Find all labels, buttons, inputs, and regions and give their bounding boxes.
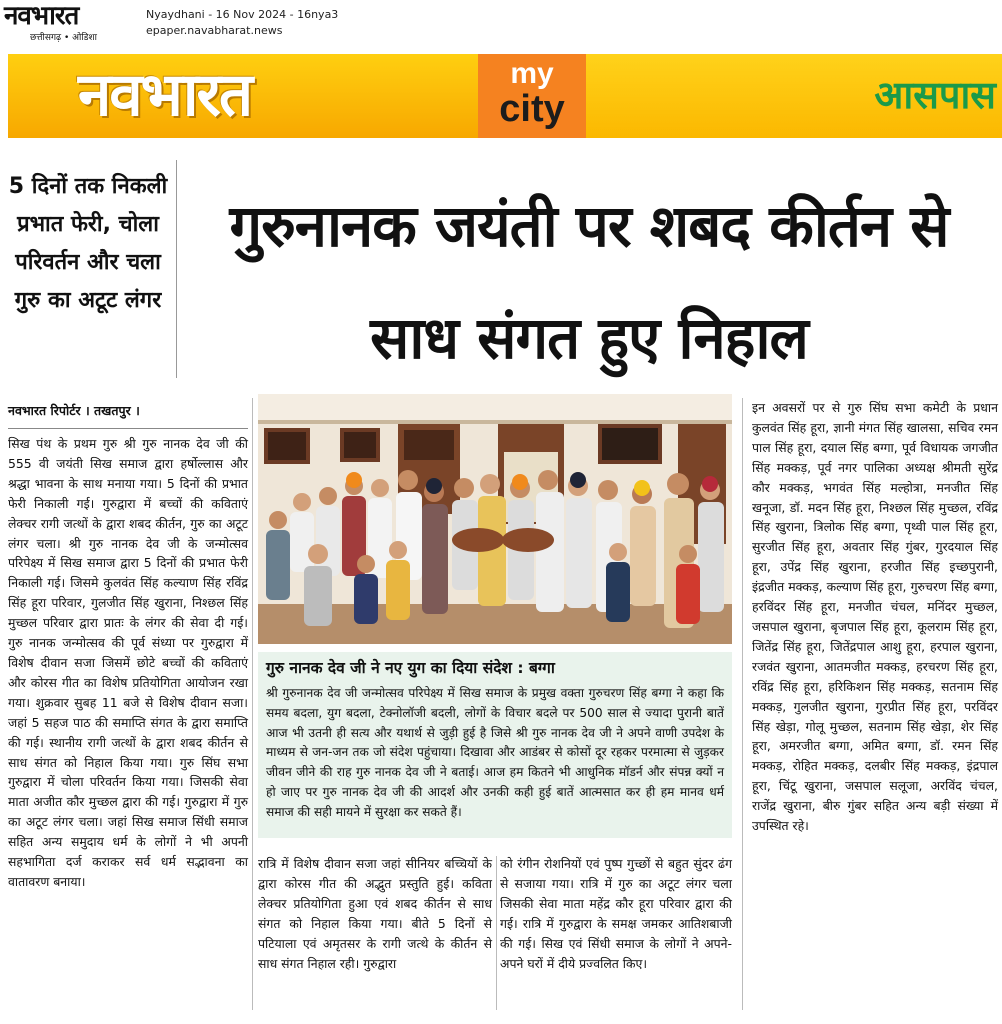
quote-box <box>258 652 732 838</box>
article-column-2: रात्रि में विशेष दीवान सजा जहां सीनियर बच्चियों के द्वारा कोरस गीत की अद्भुत प्रस्तुति हुई। कविता लेक्चर प्रतियोगिता हुआ एवं शबद कीर्तन से साध संगत को निहाल किया गया। बीते 5 दिनों से पटियाला एवं अमृतसर के रागी जत्थे के कीर्तन से साध संगत निहाल रही। गुरुद्वारा <box>258 856 492 971</box>
section-banner <box>8 54 1002 138</box>
article-column-1: सिख पंथ के प्रथम गुरु श्री गुरु नानक देव जी की 555 वी जयंती सिख समाज द्वारा हर्षोल्लास और श्रद्धा भावना के साथ मनाया गया। 5 दिनों की प्रभात फेरी निकाली गई। गुरुद्वारा में बच्चों की कविताएं लेक्चर रागी जत्थों के द्वारा शबद कीर्तन, गुरु का अटूट लंगर चला। श्री गुरु नानक देव जी के जन्मोत्सव परिपेक्ष्य में सिख समाज द्वारा 5 दिनों की प्रभात फेरी निकाली गई। जिसमे कुलवंत सिंह कल्याण सिंह रविंद्र सिंह हूरा परिवार, गुलजीत सिंह खुराना, निश्छल सिंह मुच्छल परिवार द्वारा प्रातः के लंगर की सेवा दी गई। गुरु नानक जन्मोत्सव की पूर्व संध्या पर गुरुद्वारा में विशेष दीवान सजा जिसमें छोटे बच्चों की कविताएं और कोरस गीत का विशेष प्रतियोगिता आयोजन रखा गया। शुक्रवार सुबह 11 बजे से विशेष दीवान सजा। जहां 5 सहज पाठ की समाप्ति संगत के द्वारा समाप्ति की गई। स्थानीय रागी जत्थों के द्वारा शबद कीर्तन से साध संगत को निहाल किया गया। गुरु सिंघ सभा गुरुद्वारा में चोला परिवर्तन किया गया। जिसकी सेवा माता अजीत कौर मुच्छल द्वारा की गई। गुरुद्वारा में गुरु का अटूट लंगर चला। जहां सिख समाज सिंधी समाज सहित अन्य समुदाय धर्म के लोगों ने भी अपनी सहभागिता दर्ज कराकर सर्व धर्म सद्भावना का वातावरण बनाया। <box>8 436 248 889</box>
logo-subtitle: छत्तीसगढ़ • ओडिशा <box>30 33 97 43</box>
epaper-url[interactable]: epaper.navabharat.news <box>146 24 283 37</box>
side-headline: 5 दिनों तक निकली प्रभात फेरी, चोला परिवर्तन और चला गुरु का अटूट लंगर <box>8 174 168 313</box>
divider <box>8 428 248 429</box>
mycity-city: city <box>499 88 565 130</box>
banner-brand: नवभारत <box>78 60 252 130</box>
divider <box>252 398 253 1010</box>
page-title: गुरुनानक जयंती पर शबद कीर्तन से साध संगत हुए निहाल <box>229 192 949 372</box>
article-column-4: इन अवसरों पर से गुरु सिंघ सभा कमेटी के प्रधान कुलवंत सिंह हूरा, ज्ञानी मंगत सिंह खालसा, सचिव रमन पाल सिंह हूरा, दयाल सिंह बग्गा, पूर्व विधायक जगजीत सिंह मक्कड़, पूर्व नगर पालिका अध्यक्ष श्रीमती सुरेंद्र कौर मक्कड़, भगवंत सिंह मल्होत्रा, मनजीत सिंह खनूजा, डॉ. मदन सिंह हूरा, निश्छल सिंह मुच्छल, रविंद्र सिंह खुराना, त्रिलोक सिंह बग्गा, पृथ्वी पाल सिंह हूरा, सुरजीत सिंह हूरा, अवतार सिंह गुंबर, गुरदयाल सिंह हूरा, उपेंद्र सिंह खुराना, हरजीत सिंह इच्छपुरानी, इंद्रजीत मक्कड़, कल्याण सिंह हूरा, गुरुचरण सिंह बग्गा, हरविंदर सिंह हूरा, मनजीत चंचल, मनिंदर मुच्छल, जसपाल खुराना, बृजपाल सिंह हूरा, कूलराम सिंह हूरा, जितेंद्र सिंह हूरा, जितेंद्रपाल आशु हूरा, हरपाल खुराना, रजवंत खुराना, आतमजीत मक्कड़, हरचरण सिंह हूरा, रविंद्र सिंह हूरा, हरिकिशन सिंह मक्कड़, सतनाम सिंह मक्कड़, गुलजीत खुराना, गुरप्रीत सिंह हूरा, परविंदर सिंह खेड़ा, गोलू मुच्छल, सतनाम सिंह खेड़ा, शेर सिंह हूरा, अमरजीत बग्गा, अमित बग्गा, डॉ. रमन सिंह मक्कड़, रोहित मक्कड़, दलबीर सिंह मक्कड़, इंद्रपाल हूरा, चिंटू खुराना, जसपाल सलूजा, अरविंद चंचल, राजेंद्र खुराना, बीरु गुंबर सहित अन्य बड़ी संख्या में उपस्थित रहे। <box>752 400 998 834</box>
divider <box>742 398 743 1010</box>
banner-brand-area <box>8 54 478 138</box>
quote-body: श्री गुरुनानक देव जी जन्मोत्सव परिपेक्ष्य में सिख समाज के प्रमुख वक्ता गुरुचरण सिंह बग्गा ने कहा कि समय बदला, युग बदला, टेक्नोलॉजी बदली, लोगों के विचार बदले पर 500 साल से ज्यादा पुरानी बातें आज भी उतनी ही सत्य और यथार्थ से जुड़ी हुई है जिसे श्री गुरु नानक देव जी ने अपने वाणी उपदेश के माध्यम से जन-जन तक जो संदेश पहुंचाया। दिखावा और आडंबर से कोसों दूर रहकर परमात्मा से जुड़कर जीवन जीने की राह गुरु नानक देव जी ने बताई। आज हम कितने भी आधुनिक मॉडर्न और संपन्न क्यों न हो जाए पर गुरु नानक देव जी की आदर्श और उनकी कही हुई बातें आत्मसात कर ही हम मानव धर्म समाज की सही मायने में सुरक्षा कर सकते हैं। <box>266 686 724 819</box>
divider <box>496 856 497 1010</box>
article-column-3: को रंगीन रोशनियों एवं पुष्प गुच्छों से बहुत सुंदर ढंग से सजाया गया। रात्रि में गुरु का अटूट लंगर चला जिसकी सेवा माता महेंद्र कौर हूरा परिवार द्वारा की गई। रात्रि में गुरुद्वारा के समक्ष जमकर आतिशबाजी की गई। सिख एवं सिंधी समाज के लोगों ने अपने-अपने घरों में दीये प्रज्वलित किए। <box>500 856 732 971</box>
quote-title: गुरु नानक देव जी ने नए युग का दिया संदेश : बग्गा <box>266 659 555 677</box>
mycity-logo <box>478 54 586 138</box>
event-photo <box>258 394 732 644</box>
mycity-my: my <box>510 57 554 90</box>
newspaper-logo: नवभारत <box>4 1 79 31</box>
byline: नवभारत रिपोर्टर । तखतपुर । <box>8 403 140 418</box>
edition-line: Nyaydhani - 16 Nov 2024 - 16nya3 <box>146 8 339 21</box>
divider <box>176 160 177 378</box>
event-photo-illustration <box>258 394 732 644</box>
section-label: आसपास <box>874 73 996 117</box>
